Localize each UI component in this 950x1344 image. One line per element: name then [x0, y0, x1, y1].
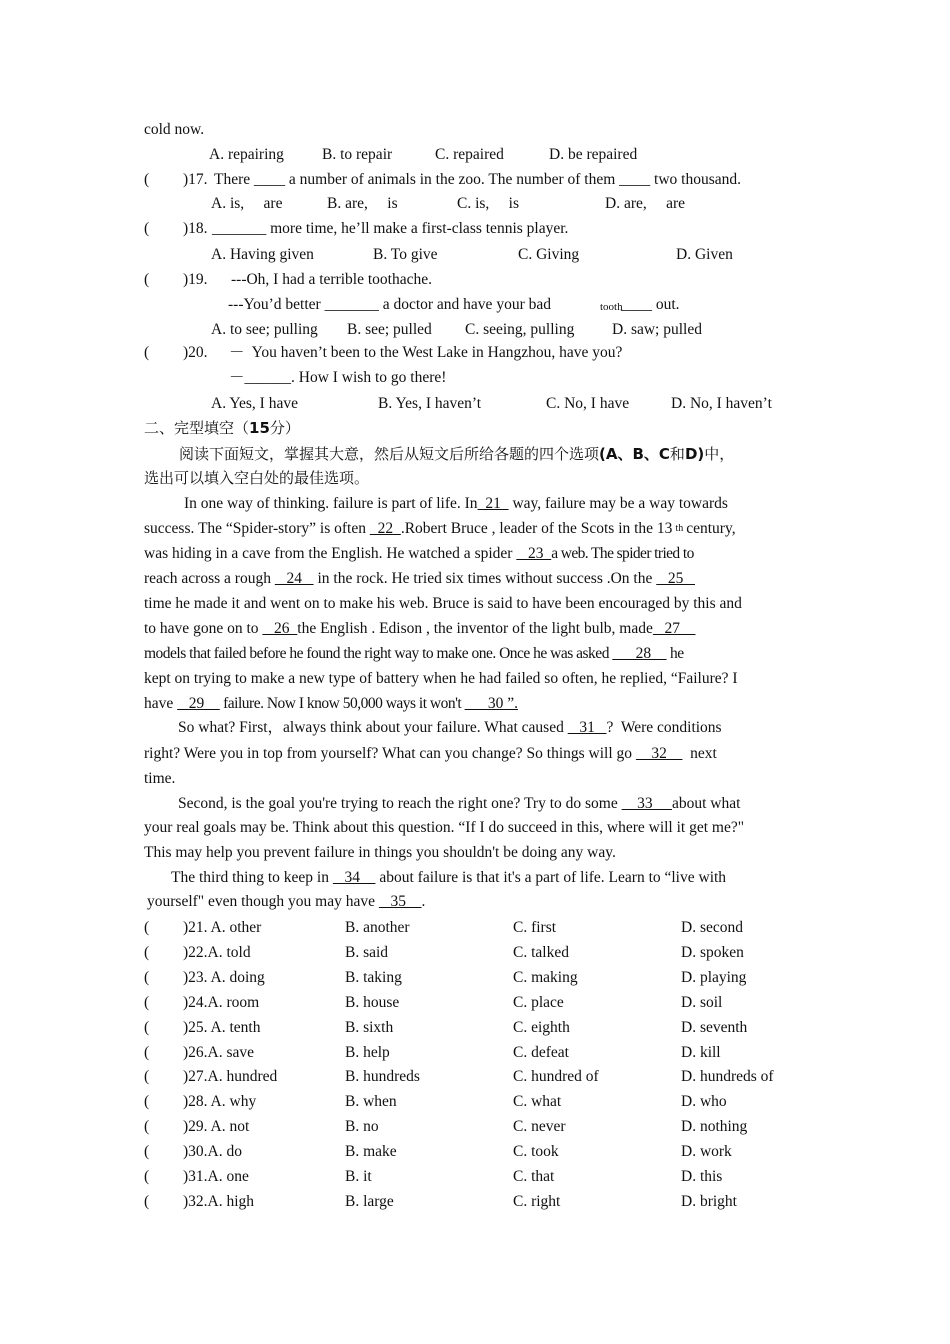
- superscript-th: th: [675, 523, 684, 534]
- blank-22: 22: [369, 520, 401, 537]
- blank-33: 33: [621, 795, 672, 812]
- question-stem-2: －______. How I wish to go there!: [229, 369, 447, 386]
- choice-number-a: )28. A. why: [183, 1093, 257, 1110]
- passage-text: ? Were conditions: [606, 719, 722, 736]
- choice-d: D. kill: [681, 1044, 721, 1061]
- answer-paren: (: [144, 271, 150, 288]
- passage-text: to have gone on to: [144, 620, 263, 637]
- choice-b: B. another: [345, 919, 410, 936]
- passage-text: In one way of thinking. failure is part of life. In: [184, 495, 478, 512]
- option-a: A. to see; pulling: [211, 321, 318, 338]
- blank-26: 26: [262, 620, 298, 637]
- choice-number-a: )23. A. doing: [183, 969, 265, 986]
- instruction-text: 阅读下面短文，掌握其大意，然后从短文后所给各题的四个选项: [179, 445, 600, 463]
- passage-line-6: [144, 619, 695, 639]
- option-b: B. are, is: [327, 195, 398, 212]
- passage-text: models that failed before he found the right way to make one. Once he was asked: [144, 645, 613, 662]
- choice-c: C. defeat: [513, 1044, 569, 1061]
- choice-d: D. soil: [681, 994, 723, 1011]
- answer-paren: (: [144, 944, 150, 961]
- option-c: C. Giving: [518, 246, 580, 263]
- passage-text: yourself" even though you may have: [147, 893, 379, 910]
- choice-b: B. no: [345, 1118, 379, 1135]
- passage-line-3: [144, 544, 694, 564]
- answer-paren: (: [144, 1168, 150, 1185]
- passage-line-9: [144, 694, 518, 714]
- choice-c: C. first: [513, 919, 557, 936]
- instruction-and: 和: [669, 445, 685, 463]
- blank-29: 29: [177, 695, 220, 712]
- instruction-options-2: D): [684, 445, 705, 463]
- choice-number-a: )29. A. not: [183, 1118, 250, 1135]
- choice-c: C. place: [513, 994, 564, 1011]
- choice-d: D. work: [681, 1143, 732, 1160]
- choice-b: B. said: [345, 944, 389, 961]
- option-b: B. To give: [373, 246, 438, 263]
- q16-option-d: D. be repaired: [549, 146, 638, 163]
- question-stem: ---Oh, I had a terrible toothache.: [231, 271, 432, 288]
- choice-d: D. seventh: [681, 1019, 748, 1036]
- section-instruction-2: 选出可以填入空白处的最佳选项。: [144, 469, 370, 487]
- passage-text: right? Were you in top from yourself? What can you change? So things will go: [144, 745, 636, 762]
- answer-paren: (: [144, 1044, 150, 1061]
- blank-35: 35: [378, 893, 422, 910]
- choice-c: C. took: [513, 1143, 559, 1160]
- passage-text: a web. The spider tried to: [551, 545, 694, 562]
- passage-line-14: your real goals may be. Think about this question. “If I do succeed in this, where will it get me?": [144, 819, 745, 836]
- choice-number-a: )27.A. hundred: [183, 1068, 278, 1085]
- passage-line-1: [184, 494, 728, 514]
- choice-d: D. who: [681, 1093, 727, 1110]
- choice-c: C. right: [513, 1193, 561, 1210]
- blank-34: 34: [332, 869, 376, 886]
- choice-number-a: )25. A. tenth: [183, 1019, 261, 1036]
- choice-number-a: )22.A. told: [183, 944, 251, 961]
- instruction-end: 中，: [704, 445, 735, 463]
- choice-b: B. when: [345, 1093, 397, 1110]
- passage-line-16: [171, 868, 726, 888]
- answer-paren: (: [144, 1093, 150, 1110]
- q16-option-b: B. to repair: [322, 146, 393, 163]
- q16-option-c: C. repaired: [435, 146, 504, 163]
- heading-score: 15: [249, 419, 270, 437]
- question-stem: _______ more time, he’ll make a first-class tennis player.: [212, 220, 569, 237]
- choice-d: D. spoken: [681, 944, 744, 961]
- answer-paren: (: [144, 344, 150, 361]
- choice-c: C. hundred of: [513, 1068, 599, 1085]
- choice-d: D. bright: [681, 1193, 737, 1210]
- choice-number-a: )30.A. do: [183, 1143, 242, 1160]
- question-number: )19.: [183, 271, 208, 288]
- answer-paren: (: [144, 171, 150, 188]
- option-d: D. Given: [676, 246, 733, 263]
- overlap-text: tooth: [600, 301, 623, 313]
- passage-text: about what: [671, 795, 741, 812]
- passage-text: the English . Edison , the inventor of the light bulb, made: [297, 620, 653, 637]
- heading-prefix: 二、完型填空（: [144, 419, 250, 437]
- choice-d: D. second: [681, 919, 743, 936]
- answer-paren: (: [144, 1068, 150, 1085]
- passage-text: about failure is that it's a part of life. Learn to “live with: [375, 869, 727, 886]
- passage-text: So what? First，always think about your failure. What caused: [178, 719, 568, 736]
- option-c: C. seeing, pulling: [465, 321, 575, 338]
- passage-text: way, failure may be a way towards: [508, 495, 728, 512]
- section-instruction-1: [179, 444, 734, 464]
- choice-d: D. hundreds of: [681, 1068, 774, 1085]
- option-c: C. is, is: [457, 195, 520, 212]
- answer-paren: (: [144, 919, 150, 936]
- option-b: B. Yes, I haven’t: [378, 395, 482, 412]
- blank-21: 21: [477, 495, 509, 512]
- section-heading: [144, 418, 300, 438]
- answer-paren: (: [144, 1193, 150, 1210]
- choice-c: C. that: [513, 1168, 555, 1185]
- choice-number-a: )31.A. one: [183, 1168, 249, 1185]
- choice-c: C. eighth: [513, 1019, 570, 1036]
- passage-line-12: time.: [144, 770, 176, 787]
- passage-line-5: time he made it and went on to make his web. Bruce is said to have been encouraged by this and: [144, 595, 742, 612]
- passage-line-4: [144, 569, 695, 589]
- blank-23: 23: [516, 545, 552, 562]
- passage-text: .Robert Bruce , leader of the Scots in the 13: [400, 520, 673, 537]
- option-a: A. Yes, I have: [211, 395, 298, 412]
- intro-line: cold now.: [144, 121, 205, 138]
- passage-text: in the rock. He tried six times without success .On the: [313, 570, 657, 587]
- passage-line-7: [144, 644, 684, 664]
- option-b: B. see; pulled: [347, 321, 432, 338]
- choice-d: D. nothing: [681, 1118, 748, 1135]
- blank-24: 24: [274, 570, 314, 587]
- choice-b: B. house: [345, 994, 400, 1011]
- choice-number-a: )21. A. other: [183, 919, 262, 936]
- choice-c: C. never: [513, 1118, 566, 1135]
- answer-paren: (: [144, 994, 150, 1011]
- passage-text: have: [144, 695, 178, 712]
- blank-28: 28: [612, 645, 667, 662]
- answer-paren: (: [144, 1019, 150, 1036]
- option-a: A. is, are: [211, 195, 283, 212]
- question-stem: There ____ a number of animals in the zoo. The number of them ____ two thousand.: [214, 171, 742, 188]
- q16-option-a: A. repairing: [209, 146, 284, 163]
- choice-b: B. make: [345, 1143, 397, 1160]
- blank-30: 30 ”.: [464, 695, 518, 712]
- question-stem-2: ---You’d better _______ a doctor and have your bad: [228, 296, 551, 313]
- instruction-options: (A、B、C: [599, 445, 670, 463]
- choice-b: B. help: [345, 1044, 390, 1061]
- passage-line-10: [178, 718, 722, 738]
- answer-paren: (: [144, 220, 150, 237]
- answer-paren: (: [144, 1143, 150, 1160]
- passage-line-13: [178, 794, 740, 814]
- question-number: )20.: [183, 344, 208, 361]
- choice-c: C. what: [513, 1093, 562, 1110]
- blank-27: 27: [652, 620, 696, 637]
- blank-31: 31: [567, 719, 607, 736]
- passage-text: century,: [686, 520, 736, 537]
- option-d: D. saw; pulled: [612, 321, 702, 338]
- choice-d: D. playing: [681, 969, 747, 986]
- passage-text: Second, is the goal you're trying to reach the right one? Try to do some: [178, 795, 622, 812]
- choice-b: B. sixth: [345, 1019, 394, 1036]
- passage-text: The third thing to keep in: [171, 869, 333, 886]
- passage-text: he: [666, 645, 684, 662]
- passage-line-17: [147, 892, 425, 912]
- choice-number-a: )26.A. save: [183, 1044, 255, 1061]
- passage-line-11: [144, 744, 717, 764]
- question-number: )17.: [183, 171, 208, 188]
- option-d: D. are, are: [605, 195, 686, 212]
- choice-c: C. making: [513, 969, 578, 986]
- choice-c: C. talked: [513, 944, 569, 961]
- answer-paren: (: [144, 969, 150, 986]
- blank-32: 32: [635, 745, 683, 762]
- passage-text: reach across a rough: [144, 570, 275, 587]
- choice-b: B. large: [345, 1193, 394, 1210]
- heading-suffix: 分）: [269, 419, 300, 437]
- passage-text: was hiding in a cave from the English. He watched a spider: [144, 545, 517, 562]
- passage-text: next: [682, 745, 717, 762]
- choice-b: B. hundreds: [345, 1068, 420, 1085]
- option-c: C. No, I have: [546, 395, 630, 412]
- choice-b: B. it: [345, 1168, 372, 1185]
- passage-line-15: This may help you prevent failure in things you shouldn't be doing any way.: [144, 844, 616, 861]
- choice-number-a: )24.A. room: [183, 994, 260, 1011]
- passage-text: failure. Now I know 50,000 ways it won't: [219, 695, 465, 712]
- choice-number-a: )32.A. high: [183, 1193, 255, 1210]
- answer-paren: (: [144, 1118, 150, 1135]
- passage-text: .: [421, 893, 426, 910]
- question-number: )18.: [183, 220, 208, 237]
- blank-25: 25: [656, 570, 695, 587]
- question-stem: － You haven’t been to the West Lake in Hangzhou, have you?: [229, 344, 623, 361]
- passage-text: success. The “Spider-story” is often: [144, 520, 370, 537]
- question-stem-2-end: ____ out.: [621, 296, 680, 313]
- option-a: A. Having given: [211, 246, 314, 263]
- choice-d: D. this: [681, 1168, 723, 1185]
- passage-line-2: [144, 519, 736, 539]
- passage-line-8: kept on trying to make a new type of battery when he had failed so often, he replied, “Failure? I: [144, 670, 738, 687]
- choice-b: B. taking: [345, 969, 402, 986]
- option-d: D. No, I haven’t: [671, 395, 772, 412]
